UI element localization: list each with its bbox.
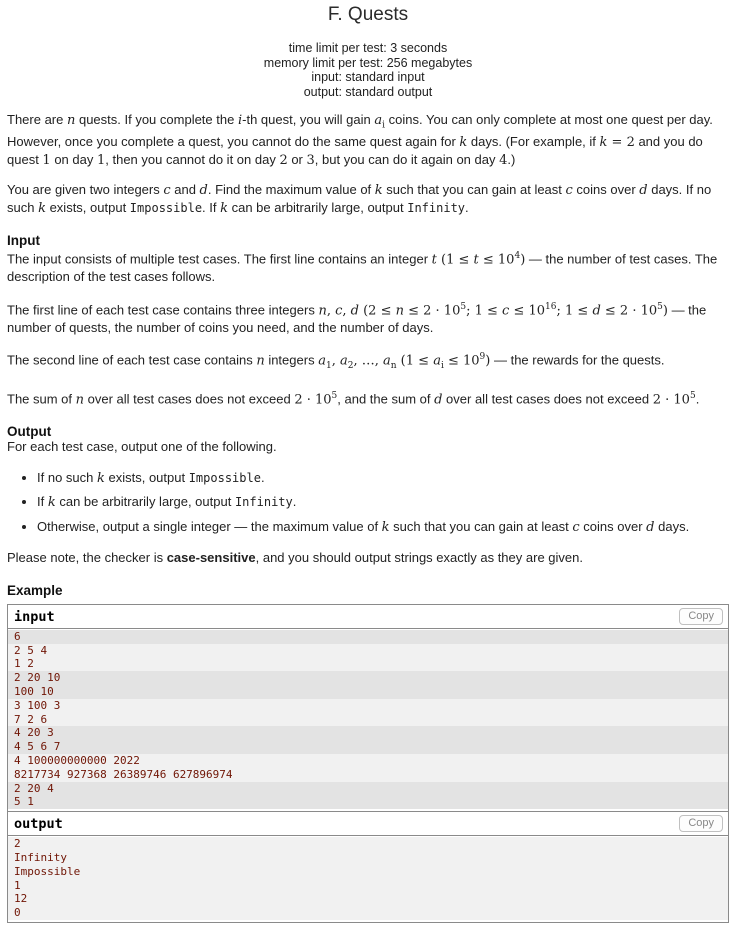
sample-output-title: output bbox=[14, 816, 63, 833]
sample-input-title: input bbox=[14, 608, 55, 625]
statement-paragraph-2: You are given two integers c and d. Find the maximum value of k such that you can gain at least c coins over d days. If no such k exists, output Impossible. If k can be arbitrarily large, output Infinity. bbox=[7, 182, 712, 216]
example-section bbox=[7, 583, 729, 923]
problem-header bbox=[7, 4, 729, 99]
code-line: 0 bbox=[8, 906, 728, 920]
sample-input-header bbox=[8, 605, 728, 629]
statement-paragraph-1: There are n quests. If you complete the i-th quest, you will gain $a_i$ coins. You can only complete at most one quest per day. However, once you complete a quest, you cannot do the same quest again for k days. (For example, if k = 2 and you do quest 1 on day 1, then you cannot do it on day 2 or 3, but you can do it again on day 4.) bbox=[7, 112, 713, 168]
code-line: 2 5 4 bbox=[8, 644, 728, 658]
output-file: output: standard output bbox=[303, 84, 433, 99]
code-line: 100 10 bbox=[8, 685, 728, 699]
output-intro: For each test case, output one of the following. bbox=[7, 439, 277, 455]
sample-input-block bbox=[8, 605, 728, 812]
code-line: 6 bbox=[8, 630, 728, 644]
sample-input-lines bbox=[8, 629, 728, 811]
input-section bbox=[7, 233, 729, 408]
code-line: 5 1 bbox=[8, 795, 728, 809]
input-paragraph-2: The first line of each test case contains three integers n, c, d ($2 \le n \le 2 \cdot 10^5$; $1 \le c \le 10^{16}$; $1 \le d \le 2 \cdot 10^5$) — the number of quests, the number of coins you need, and the number of days. bbox=[7, 301, 707, 335]
code-line: Infinity bbox=[8, 851, 728, 865]
code-line: 2 bbox=[8, 837, 728, 851]
time-limit: time limit per test: 3 seconds bbox=[288, 41, 448, 55]
sample-output-lines bbox=[8, 836, 728, 922]
problem-title: F. Quests bbox=[327, 4, 409, 25]
output-option-impossible: • If no such k exists, output Impossible. bbox=[37, 470, 729, 488]
output-option-infinity: • If k can be arbitrarily large, output Infinity. bbox=[37, 494, 729, 512]
input-file: input: standard input bbox=[311, 70, 425, 85]
code-line: 8217734 927368 26389746 627896974 bbox=[8, 768, 728, 782]
code-line: 1 bbox=[8, 879, 728, 893]
output-section bbox=[7, 424, 729, 567]
example-heading: Example bbox=[7, 582, 63, 598]
sample-output-header bbox=[8, 812, 728, 836]
output-options-list bbox=[13, 470, 729, 537]
code-line: 2 20 4 bbox=[8, 782, 728, 796]
input-paragraph-1: The input consists of multiple test cases. The first line contains an integer t $(1 \le t \le 10^4)$ — the number of test cases. The description of the test cases follows. bbox=[7, 251, 718, 285]
case-sensitive-note: Please note, the checker is case-sensitive, and you should output strings exactly as they are given. bbox=[7, 550, 583, 566]
statement-section bbox=[7, 112, 729, 217]
code-line: 1 2 bbox=[8, 657, 728, 671]
code-line: 3 100 3 bbox=[8, 699, 728, 713]
memory-limit: memory limit per test: 256 megabytes bbox=[263, 55, 473, 70]
code-line: Impossible bbox=[8, 865, 728, 879]
code-line: 4 100000000000 2022 bbox=[8, 754, 728, 768]
code-line: 4 5 6 7 bbox=[8, 740, 728, 754]
code-line: 4 20 3 bbox=[8, 726, 728, 740]
input-paragraph-3: The second line of each test case contains n integers $a_1$, $a_2$, …, $a_n$ $(1 \le a_i \le 10^9)$ — the rewards for the quests. bbox=[7, 352, 665, 372]
code-line: 12 bbox=[8, 892, 728, 906]
copy-output-button[interactable]: Copy bbox=[679, 815, 723, 832]
output-heading: Output bbox=[7, 424, 52, 440]
sample-output-block bbox=[8, 812, 728, 922]
input-heading: Input bbox=[7, 233, 40, 249]
output-option-integer: • Otherwise, output a single integer — the maximum value of k such that you can gain at least c coins over d days. bbox=[37, 519, 729, 537]
sample-test-box bbox=[7, 604, 729, 923]
copy-input-button[interactable]: Copy bbox=[679, 608, 723, 625]
input-paragraph-4: The sum of n over all test cases does not exceed $2 \cdot 10^5$, and the sum of d over all test cases does not exceed $2 \cdot 10^5$. bbox=[7, 390, 700, 407]
code-line: 7 2 6 bbox=[8, 713, 728, 727]
code-line: 2 20 10 bbox=[8, 671, 728, 685]
